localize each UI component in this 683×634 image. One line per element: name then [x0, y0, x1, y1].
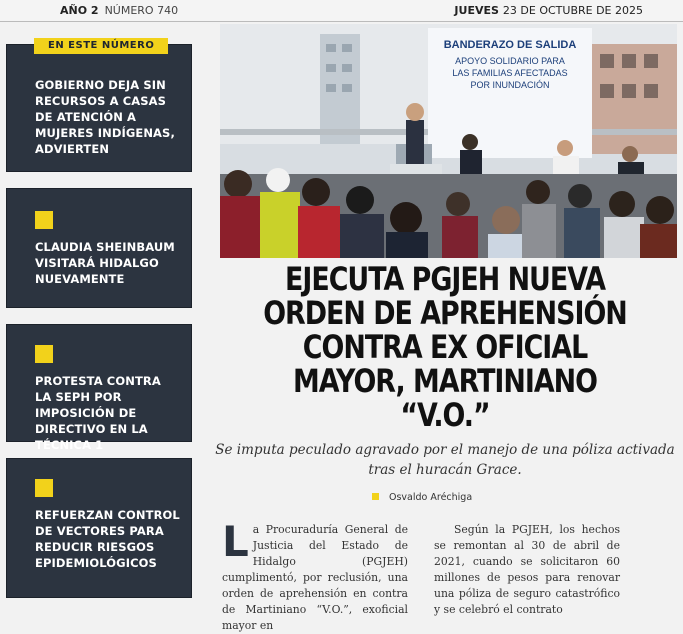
- sidebar-story-card[interactable]: [6, 324, 192, 452]
- sidebar-story-card[interactable]: [6, 44, 192, 172]
- date-text: 23 DE OCTUBRE DE 2025: [502, 4, 643, 17]
- issue-info: [60, 4, 178, 17]
- year-label: AÑO 2: [60, 4, 99, 17]
- banner-line: POR INUNDACIÓN: [470, 80, 550, 90]
- banner-line: APOYO SOLIDARIO PARA: [455, 56, 565, 66]
- weekday: JUEVES: [454, 4, 499, 17]
- column-text: a Procuraduría General de Justicia del Estado de Hidalgo (PGJEH) cumplimentó, por reclusión, una orden de aprehensión en contra de Martiniano “V.O.”, exoficial mayor en: [222, 523, 408, 632]
- sidebar-story-title: PROTESTA CONTRA LA SEPH POR IMPOSICIÓN DE DIRECTIVO EN LA TÉCNICA 1: [35, 374, 161, 452]
- byline-square-icon: [372, 493, 379, 500]
- article-byline: [372, 492, 472, 503]
- article-column-2: Según la PGJEH, los hechos se remontan al 30 de abril de 2021, cuando se solicitaron 60 millones de pesos para renovar una póliza de seguro catastrófico y se celebró el contrato: [434, 523, 620, 616]
- article-headline: EJECUTA PGJEH NUEVA ORDEN DE APREHENSIÓN CONTRA EX OFICIAL MAYOR, MARTINIANO “V.O.”: [263, 260, 627, 434]
- sidebar-story-title: REFUERZAN CONTROL DE VECTORES PARA REDUCIR RIESGOS EPIDEMIOLÓGICOS: [35, 508, 180, 570]
- sidebar-story-title: CLAUDIA SHEINBAUM VISITARÁ HIDALGO NUEVAMENTE: [35, 240, 175, 286]
- sidebar-story-card[interactable]: [6, 458, 192, 598]
- masthead-bar: [0, 0, 683, 22]
- banner-line: LAS FAMILIAS AFECTADAS: [452, 68, 568, 78]
- bullet-square-icon: [35, 211, 53, 229]
- lead-photo: [220, 24, 677, 258]
- sidebar-story-title: GOBIERNO DEJA SIN RECURSOS A CASAS DE ATENCIÓN A MUJERES INDÍGENAS, ADVIERTEN: [35, 78, 175, 156]
- article-column-1: [222, 517, 408, 634]
- banner-line: BANDERAZO DE SALIDA: [443, 39, 577, 51]
- issue-date: [454, 4, 643, 17]
- bullet-square-icon: [35, 479, 53, 497]
- drop-cap: L: [222, 517, 249, 566]
- article-subhead: Se imputa peculado agravado por el manejo de una póliza activada tras el huracán Grace.: [215, 442, 675, 478]
- bullet-square-icon: [35, 345, 53, 363]
- event-photo-illustration: [220, 24, 677, 258]
- sidebar-story-card[interactable]: [6, 188, 192, 308]
- section-tag: EN ESTE NÚMERO: [34, 38, 168, 54]
- author-name: Osvaldo Aréchiga: [389, 492, 473, 503]
- issue-number: NÚMERO 740: [104, 4, 179, 17]
